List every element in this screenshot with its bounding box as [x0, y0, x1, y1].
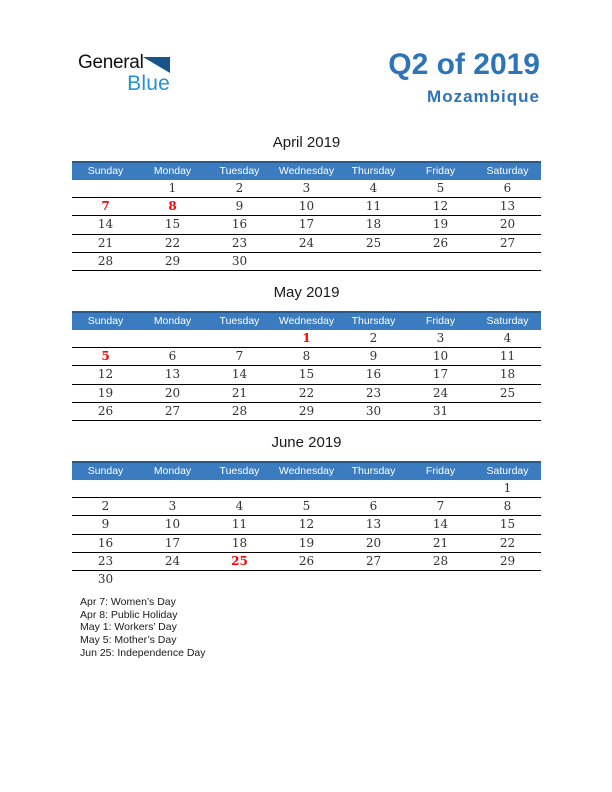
day-cell: 21 — [97, 235, 114, 250]
weekday-header-cell: Tuesday — [219, 165, 260, 177]
weekday-header-cell: Sunday — [87, 165, 124, 177]
holiday-note: May 5: Mother’s Day — [80, 634, 177, 647]
day-cell: 5 — [436, 181, 445, 195]
day-cell-empty — [72, 480, 139, 497]
day-cell-holiday: 5 — [101, 349, 110, 364]
holiday-note: Jun 25: Independence Day — [80, 646, 206, 659]
day-cell: 6 — [503, 181, 512, 195]
day-cell: 2 — [369, 331, 378, 345]
week-row — [72, 535, 541, 553]
day-cell: 22 — [499, 535, 516, 550]
logo-triangle-icon — [143, 57, 170, 73]
day-cell: 20 — [164, 385, 181, 400]
holiday-note: May 1: Workers’ Day — [80, 621, 177, 634]
week-row — [72, 235, 541, 253]
weekday-header-cell: Tuesday — [219, 465, 260, 477]
day-cell: 28 — [231, 403, 248, 418]
weekday-header-row — [72, 161, 541, 180]
day-cell-empty — [139, 571, 206, 589]
general-blue-logo — [78, 52, 178, 98]
weekday-header-cell: Thursday — [351, 465, 396, 477]
day-cell-holiday: 8 — [168, 199, 177, 214]
day-cell: 12 — [97, 367, 114, 382]
day-cell: 16 — [365, 367, 382, 382]
week-row — [72, 198, 541, 216]
day-cell: 10 — [164, 517, 181, 532]
day-cell: 12 — [432, 199, 449, 214]
day-cell-empty — [474, 403, 541, 420]
day-cell: 4 — [235, 499, 244, 514]
day-cell-holiday: 25 — [231, 553, 248, 568]
day-cell: 24 — [164, 553, 181, 568]
weekday-header-cell: Thursday — [351, 165, 396, 177]
day-cell: 19 — [97, 385, 114, 400]
quarter-title: Q2 of 2019 — [388, 48, 540, 81]
day-cell: 4 — [369, 181, 378, 195]
weekday-header-cell: Sunday — [87, 465, 124, 477]
holiday-notes-list — [80, 596, 206, 659]
month-calendar-june — [72, 434, 541, 589]
day-cell: 30 — [365, 403, 382, 418]
day-cell: 13 — [365, 517, 382, 532]
day-cell: 12 — [298, 517, 315, 532]
month-title: May 2019 — [273, 284, 340, 301]
week-row — [72, 553, 541, 571]
weekday-header-cell: Friday — [425, 165, 456, 177]
day-cell: 14 — [432, 517, 449, 532]
weekday-header-cell: Monday — [153, 165, 192, 177]
day-cell: 7 — [436, 499, 445, 514]
day-cell: 9 — [101, 517, 110, 532]
day-cell: 3 — [302, 181, 311, 195]
country-title: Mozambique — [427, 87, 540, 106]
day-cell: 24 — [298, 235, 315, 250]
day-cell: 23 — [231, 235, 248, 250]
weekday-header-cell: Monday — [153, 315, 192, 327]
day-cell: 27 — [499, 235, 516, 250]
day-cell: 20 — [499, 217, 516, 232]
day-cell: 28 — [432, 553, 449, 568]
day-cell: 13 — [164, 367, 181, 382]
calendar-table — [72, 311, 541, 421]
day-cell: 26 — [298, 553, 315, 568]
day-cell: 17 — [298, 217, 315, 232]
calendar-table — [72, 161, 541, 271]
weekday-header-cell: Wednesday — [278, 315, 335, 327]
week-row — [72, 516, 541, 534]
month-calendar-april — [72, 134, 541, 271]
day-cell: 13 — [499, 199, 516, 214]
day-cell: 28 — [97, 253, 114, 268]
day-cell: 14 — [231, 367, 248, 382]
day-cell: 14 — [97, 217, 114, 232]
weekday-header-cell: Thursday — [351, 315, 396, 327]
day-cell: 3 — [168, 499, 177, 514]
day-cell: 10 — [298, 199, 315, 214]
day-cell: 11 — [231, 517, 248, 532]
weekday-header-cell: Monday — [153, 465, 192, 477]
day-cell: 19 — [432, 217, 449, 232]
day-cell: 6 — [168, 349, 177, 364]
day-cell-empty — [273, 480, 340, 497]
day-cell: 3 — [436, 331, 445, 345]
week-row — [72, 366, 541, 384]
day-cell-holiday: 7 — [101, 199, 110, 214]
day-cell: 19 — [298, 535, 315, 550]
day-cell: 26 — [432, 235, 449, 250]
week-row — [72, 253, 541, 271]
day-cell: 1 — [503, 481, 512, 495]
day-cell-holiday: 1 — [302, 331, 311, 345]
day-cell: 30 — [97, 571, 114, 586]
day-cell: 23 — [365, 385, 382, 400]
day-cell: 17 — [164, 535, 181, 550]
day-cell-empty — [340, 253, 407, 270]
weekday-header-cell: Friday — [425, 465, 456, 477]
day-cell: 16 — [97, 535, 114, 550]
day-cell: 29 — [164, 253, 181, 268]
day-cell: 21 — [231, 385, 248, 400]
day-cell-empty — [407, 571, 474, 589]
weekday-header-cell: Saturday — [486, 315, 529, 327]
logo-general-text: General — [78, 52, 144, 73]
week-row — [72, 216, 541, 234]
day-cell-empty — [72, 330, 139, 347]
weekday-header-cell: Tuesday — [219, 315, 260, 327]
day-cell: 9 — [235, 199, 244, 214]
day-cell: 30 — [231, 253, 248, 268]
day-cell: 2 — [235, 181, 244, 195]
day-cell: 8 — [302, 349, 311, 364]
day-cell-empty — [474, 571, 541, 589]
day-cell: 16 — [231, 217, 248, 232]
week-row — [72, 571, 541, 589]
day-cell-empty — [139, 480, 206, 497]
day-cell: 2 — [101, 499, 110, 514]
day-cell: 29 — [298, 403, 315, 418]
weekday-header-cell: Wednesday — [278, 165, 335, 177]
weekday-header-cell: Friday — [425, 315, 456, 327]
weekday-header-row — [72, 461, 541, 480]
day-cell: 6 — [369, 499, 378, 514]
day-cell-empty — [273, 253, 340, 270]
day-cell: 31 — [432, 403, 449, 418]
day-cell: 11 — [499, 349, 516, 364]
holiday-note: Apr 8: Public Holiday — [80, 608, 178, 621]
day-cell: 15 — [499, 517, 516, 532]
weekday-header-row — [72, 311, 541, 330]
day-cell: 15 — [298, 367, 315, 382]
day-cell-empty — [340, 480, 407, 497]
day-cell-empty — [273, 571, 340, 589]
day-cell: 17 — [432, 367, 449, 382]
day-cell: 21 — [432, 535, 449, 550]
day-cell: 22 — [164, 235, 181, 250]
day-cell-empty — [206, 571, 273, 589]
day-cell: 20 — [365, 535, 382, 550]
day-cell: 8 — [503, 499, 512, 514]
month-title: June 2019 — [271, 434, 342, 451]
weekday-header-cell: Saturday — [486, 465, 529, 477]
weekday-header-cell: Saturday — [486, 165, 529, 177]
day-cell: 25 — [365, 235, 382, 250]
day-cell-empty — [340, 571, 407, 589]
week-row — [72, 330, 541, 348]
day-cell-empty — [206, 330, 273, 347]
day-cell-empty — [139, 330, 206, 347]
day-cell-empty — [407, 253, 474, 270]
day-cell: 18 — [499, 367, 516, 382]
day-cell: 22 — [298, 385, 315, 400]
week-row — [72, 403, 541, 421]
day-cell: 15 — [164, 217, 181, 232]
day-cell-empty — [407, 480, 474, 497]
day-cell: 26 — [97, 403, 114, 418]
day-cell: 25 — [499, 385, 516, 400]
day-cell: 10 — [432, 349, 449, 364]
day-cell: 24 — [432, 385, 449, 400]
day-cell: 4 — [503, 331, 512, 345]
day-cell-empty — [72, 180, 139, 197]
day-cell: 27 — [365, 553, 382, 568]
day-cell: 18 — [231, 535, 248, 550]
day-cell: 27 — [164, 403, 181, 418]
day-cell: 7 — [235, 349, 244, 364]
day-cell-empty — [474, 253, 541, 270]
day-cell: 29 — [499, 553, 516, 568]
day-cell-empty — [206, 480, 273, 497]
weekday-header-cell: Wednesday — [278, 465, 335, 477]
weekday-header-cell: Sunday — [87, 315, 124, 327]
logo-blue-text: Blue — [127, 72, 170, 95]
day-cell: 5 — [302, 499, 311, 514]
week-row — [72, 498, 541, 516]
day-cell: 9 — [369, 349, 378, 364]
holiday-note: Apr 7: Women’s Day — [80, 596, 176, 608]
month-calendar-may — [72, 284, 541, 421]
week-row — [72, 348, 541, 366]
calendar-table — [72, 461, 541, 589]
week-row — [72, 385, 541, 403]
day-cell: 1 — [168, 181, 177, 195]
week-row — [72, 480, 541, 498]
month-title: April 2019 — [272, 134, 341, 151]
day-cell: 18 — [365, 217, 382, 232]
week-row — [72, 180, 541, 198]
day-cell: 23 — [97, 553, 114, 568]
day-cell: 11 — [365, 199, 382, 214]
